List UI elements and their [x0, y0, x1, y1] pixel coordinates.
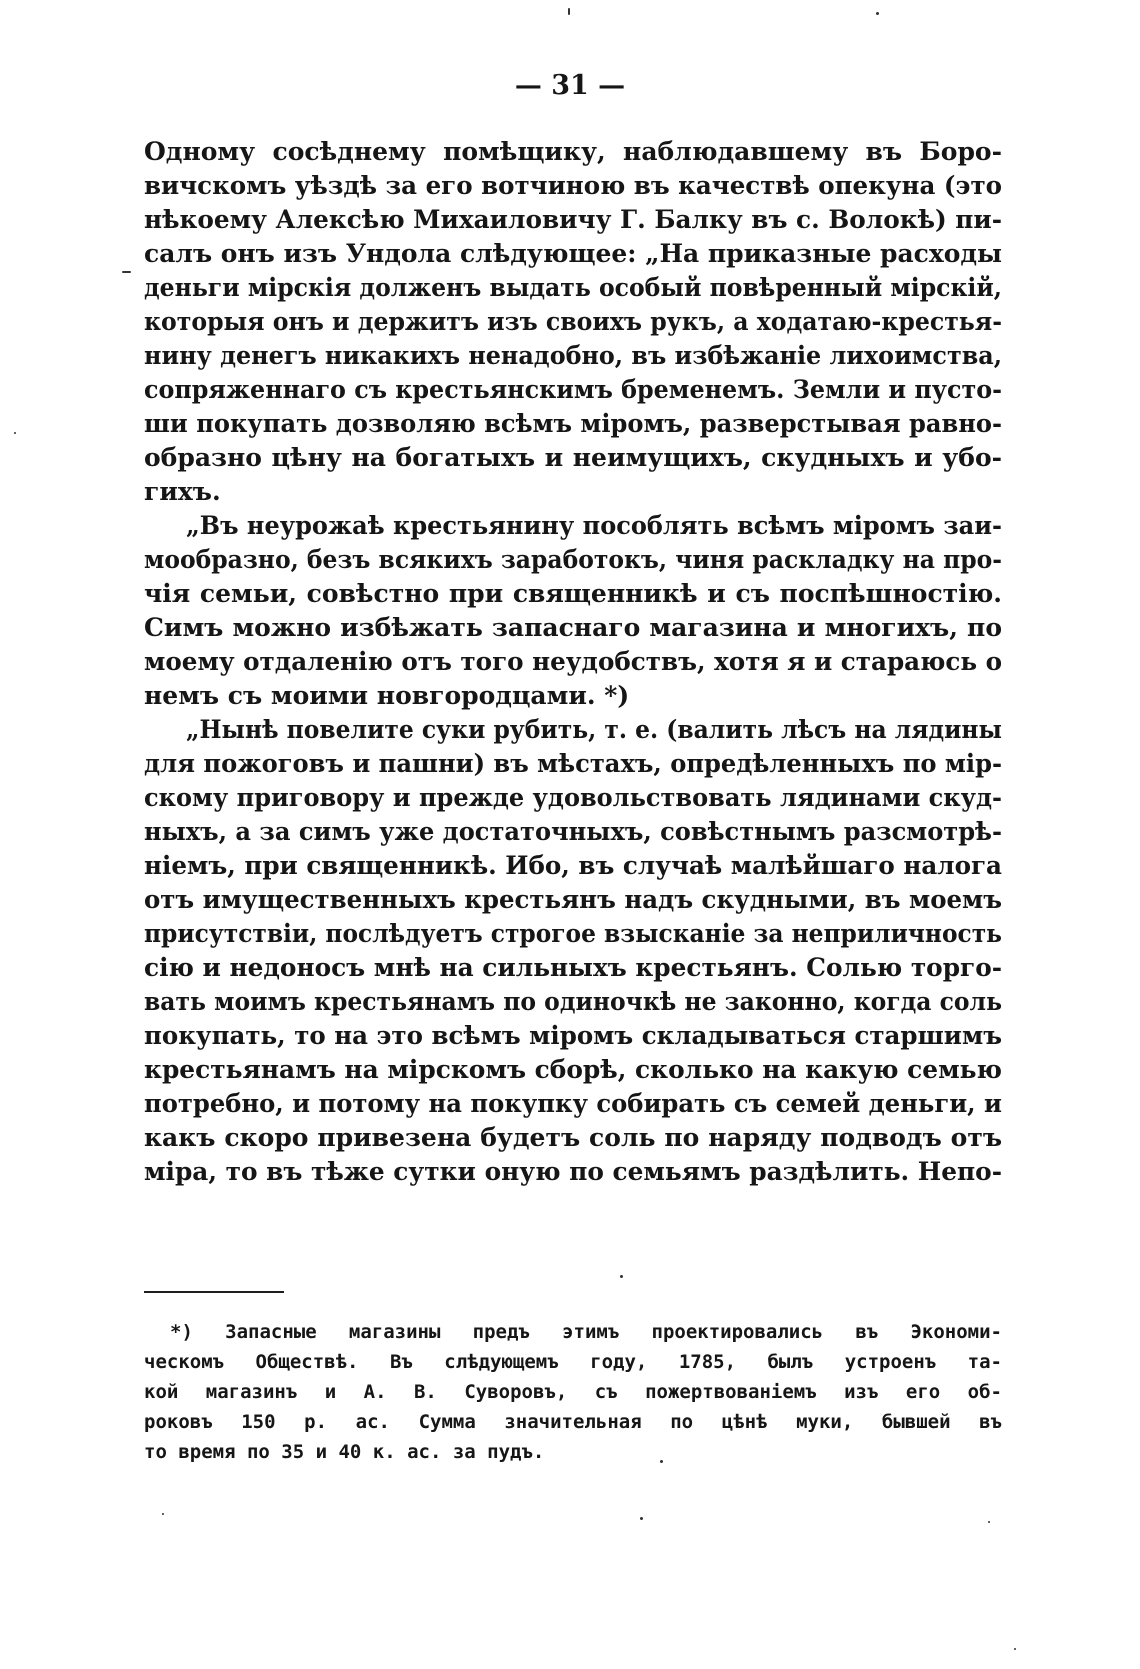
text-line: вичскомъ уѣздѣ за его вотчиною въ качествѣ опекуна (это — [144, 171, 1002, 200]
text-line: покупать, то на это всѣмъ міромъ складываться старшимъ — [144, 1021, 1002, 1050]
text-line: ныхъ, а за симъ уже достаточныхъ, совѣстнымъ разсмотрѣ- — [144, 817, 1002, 846]
scan-speck — [1014, 1648, 1016, 1650]
text-line: міра, то въ тѣже сутки оную по семьямъ раздѣлить. Непо- — [144, 1157, 1002, 1186]
footnote-line: *) Запасные магазины предъ этимъ проектировались въ Экономи- — [170, 1321, 1002, 1343]
scan-speck — [568, 8, 570, 15]
footnote-line: ческомъ Обществѣ. Въ слѣдующемъ году, 1785, былъ устроенъ та- — [144, 1351, 1002, 1373]
text-line: гихъ. — [144, 477, 221, 506]
text-line: для пожоговъ и пашни) въ мѣстахъ, опредѣленныхъ по мір- — [144, 749, 1002, 778]
footnote-line: роковъ 150 р. ас. Сумма значительная по цѣнѣ муки, бывшей въ — [144, 1411, 1002, 1433]
text-line: Одному сосѣднему помѣщику, наблюдавшему въ Боро- — [144, 137, 1002, 166]
text-line: салъ онъ изъ Ундола слѣдующее: „На приказные расходы — [144, 239, 1002, 268]
text-line: нѣкоему Алексѣю Михаиловичу Г. Балку въ с. Волокѣ) пи- — [144, 205, 1002, 234]
footnote-line: кой магазинъ и А. В. Суворовъ, съ пожертвованіемъ изъ его об- — [144, 1381, 1002, 1403]
scan-speck — [988, 1521, 990, 1523]
text-line: сію и недоносъ мнѣ на сильныхъ крестьянъ. Солью торго- — [144, 953, 1002, 982]
text-line: чія семьи, совѣстно при священникѣ и съ поспѣшностію. — [144, 579, 1002, 608]
scan-speck — [14, 432, 16, 434]
text-line: присутствіи, послѣдуетъ строгое взысканіе за неприличность — [144, 919, 1002, 948]
text-line: немъ съ моими новгородцами. *) — [144, 681, 630, 710]
footnote-divider — [144, 1291, 284, 1293]
text-line: вать моимъ крестьянамъ по одиночкѣ не законно, когда соль — [144, 987, 1002, 1016]
footnote-line: то время по 35 и 40 к. ас. за пудъ. — [144, 1441, 545, 1463]
text-line: крестьянамъ на мірскомъ сборѣ, сколько на какую семью — [144, 1055, 1002, 1084]
text-line: мообразно, безъ всякихъ заработокъ, чиня раскладку на про- — [144, 545, 1002, 574]
scan-speck — [162, 1513, 164, 1515]
text-line: Симъ можно избѣжать запаснаго магазина и многихъ, по — [144, 613, 1002, 642]
text-line: нину денегъ никакихъ ненадобно, въ избѣжаніе лихоимства, — [144, 341, 1002, 370]
page-number: — 31 — — [514, 70, 626, 101]
text-line: потребно, и потому на покупку собирать съ семей деньги, и — [144, 1089, 1002, 1118]
text-line: моему отдаленію отъ того неудобствъ, хотя я и стараюсь о — [144, 647, 1002, 676]
text-line: „Нынѣ повелите суки рубить, т. е. (валить лѣсъ на лядины — [186, 715, 1002, 744]
text-line: образно цѣну на богатыхъ и неимущихъ, скудныхъ и убо- — [144, 443, 1002, 472]
scan-speck — [620, 1275, 623, 1278]
text-line: ніемъ, при священникѣ. Ибо, въ случаѣ малѣйшаго налога — [144, 851, 1002, 880]
text-line: „Въ неурожаѣ крестьянину пособлять всѣмъ міромъ заи- — [186, 511, 1002, 540]
scan-speck — [122, 271, 131, 273]
scan-speck — [640, 1517, 643, 1520]
text-line: какъ скоро привезена будетъ соль по наряду подводъ отъ — [144, 1123, 1002, 1152]
scan-speck — [660, 1460, 663, 1463]
text-line: сопряженнаго съ крестьянскимъ бременемъ. Земли и пусто- — [144, 375, 1002, 404]
text-line: которыя онъ и держитъ изъ своихъ рукъ, а ходатаю-крестья- — [144, 307, 1002, 336]
scan-speck — [876, 12, 879, 15]
text-line: отъ имущественныхъ крестьянъ надъ скудными, въ моемъ — [144, 885, 1002, 914]
text-line: ши покупать дозволяю всѣмъ міромъ, разверстывая равно- — [144, 409, 1002, 438]
text-line: деньги мірскія долженъ выдать особый повѣренный мірскій, — [144, 273, 1002, 302]
text-line: скому приговору и прежде удовольствовать лядинами скуд- — [144, 783, 1002, 812]
